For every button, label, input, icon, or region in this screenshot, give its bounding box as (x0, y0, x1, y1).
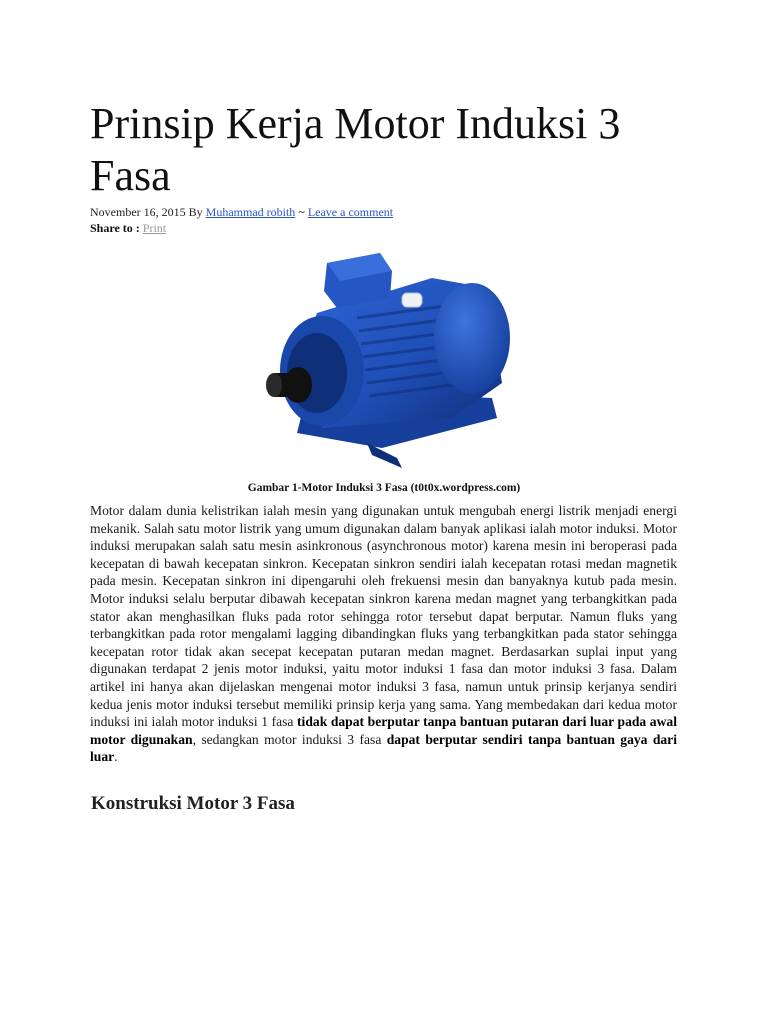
page-title: Prinsip Kerja Motor Induksi 3 Fasa (90, 99, 621, 200)
motor-figure (262, 243, 522, 473)
post-meta (90, 205, 393, 220)
author-link[interactable]: Muhammad robith (205, 205, 296, 219)
print-link[interactable]: Print (142, 221, 167, 235)
share-label: Share to : (90, 221, 143, 235)
paragraph-text-3: . (114, 749, 118, 765)
section-heading: Konstruksi Motor 3 Fasa (91, 793, 295, 814)
paragraph-text-1: Motor dalam dunia kelistrikan ialah mesin yang digunakan untuk mengubah energi listrik menjadi energi mekanik. Salah satu motor listrik yang umum digunakan dalam banyak aplikasi ialah motor induksi. Motor induksi merupakan salah satu mesin asinkronous (asynchronous motor) karena mesin ini beroperasi pada kecepatan di bawah kecepatan sinkron. Kecepatan sinkron sendiri ialah kecepatan rotasi medan magnetik pada mesin. Kecepatan sinkron ini dipengaruhi oleh frekuensi mesin dan banyaknya kutub pada mesin. Motor induksi selalu berputar dibawah kecepatan sinkron karena medan magnet yang terbangkitkan pada stator akan menghasilkan fluks pada rotor sehingga rotor tersebut dapat berputar. Namun fluks yang terbangkitkan pada rotor mengalami lagging dibandingkan fluks yang terbangkitkan pada stator sehingga kecepatan rotor tidak akan secepat kecepatan putaran medan magnet. Berdasarkan suplai input yang digunakan terdapat 2 jenis motor induksi, yaitu motor induksi 1 fasa dan motor induksi 3 fasa. Dalam artikel ini hanya akan dijelaskan mengenai motor induksi 3 fasa, namun untuk prinsip kerjanya sendiri kedua jenis motor induksi tersebut memiliki prinsip kerja yang sama. Yang membedakan dari kedua motor induksi ini ialah motor induksi 1 fasa (90, 503, 677, 730)
paragraph-text-2: , sedangkan motor induksi 3 fasa (192, 731, 387, 747)
article-paragraph (90, 502, 677, 766)
electric-motor-icon (262, 243, 522, 473)
share-bar (90, 221, 166, 236)
paragraph-bold-2: dapat berputar sendiri tanpa bantuan gaya dari luar (90, 731, 677, 765)
post-date-by: November 16, 2015 By (90, 205, 206, 219)
paragraph-bold-1: tidak dapat berputar tanpa bantuan putaran dari luar pada awal motor digunakan (90, 714, 677, 747)
leave-comment-link[interactable]: Leave a comment (307, 205, 394, 219)
meta-separator: ~ (295, 205, 308, 219)
figure-caption: Gambar 1-Motor Induksi 3 Fasa (t0t0x.wordpress.com) (247, 482, 521, 494)
